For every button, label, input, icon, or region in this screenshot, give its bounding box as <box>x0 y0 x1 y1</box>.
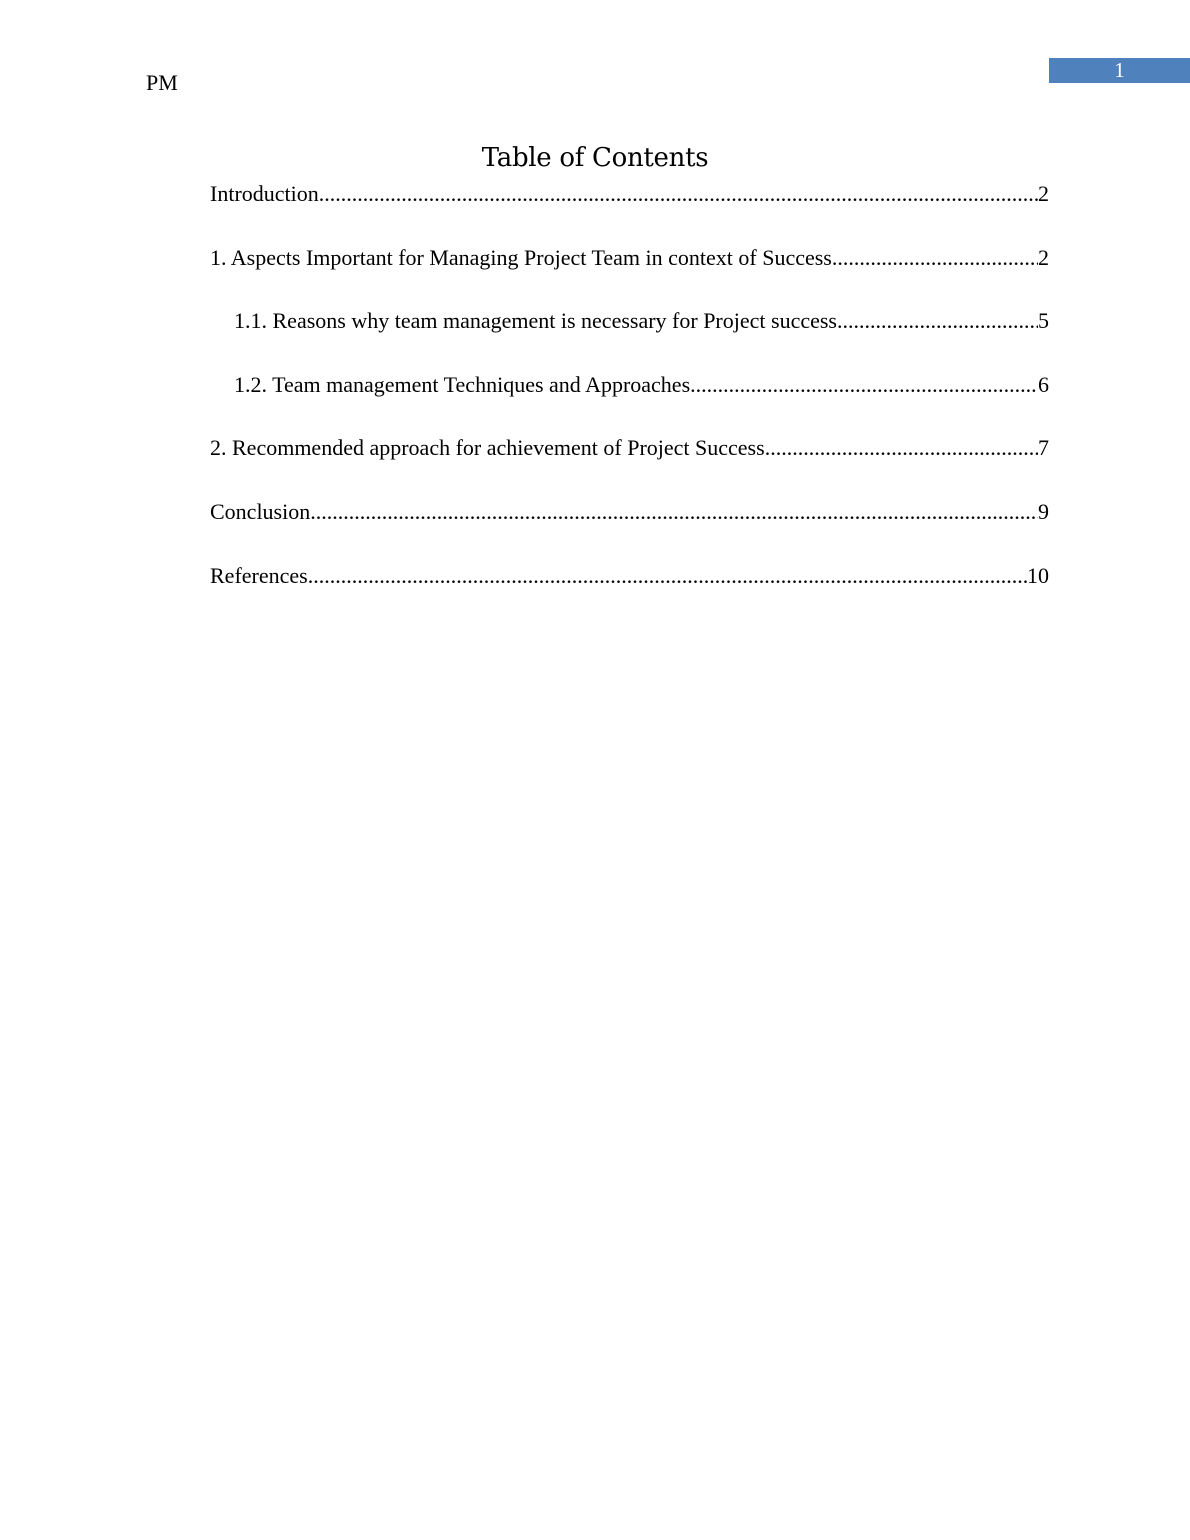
toc-entry-techniques[interactable] <box>210 369 1049 400</box>
toc-entry-page: 2 <box>1038 244 1049 270</box>
toc-entry-label: References <box>210 562 308 588</box>
toc-entry-label: Introduction <box>210 181 319 206</box>
toc-entry-label: 2. Recommended approach for achievement of Project Success <box>210 435 765 461</box>
dot-leader <box>690 369 1038 400</box>
toc-entry-page: 2 <box>1038 181 1049 206</box>
toc-entry-label: 1.1. Reasons why team management is necessary for Project success <box>234 308 837 334</box>
dot-leader <box>310 496 1038 527</box>
toc-entry-reasons[interactable] <box>210 305 1049 336</box>
table-of-contents <box>210 178 1049 623</box>
dot-leader <box>832 242 1038 273</box>
dot-leader <box>837 305 1038 336</box>
toc-entry-recommended-approach[interactable] <box>210 432 1049 463</box>
toc-entry-aspects[interactable] <box>210 242 1049 273</box>
toc-title: Table of Contents <box>481 143 709 173</box>
toc-entry-references[interactable] <box>210 560 1049 591</box>
toc-entry-label: 1.2. Team management Techniques and Approaches <box>234 371 691 397</box>
dot-leader <box>308 560 1027 591</box>
toc-entry-conclusion[interactable] <box>210 496 1049 527</box>
toc-entry-page: 6 <box>1038 371 1049 397</box>
toc-entry-page: 5 <box>1038 308 1049 334</box>
toc-entry-label: Conclusion <box>210 498 311 524</box>
toc-entry-page: 9 <box>1038 498 1049 524</box>
toc-entry-introduction[interactable] <box>210 178 1049 209</box>
toc-entry-page: 10 <box>1027 562 1049 588</box>
running-header: PM <box>146 70 178 95</box>
page-number-badge: 1 <box>1049 58 1190 83</box>
toc-entry-page: 7 <box>1038 435 1049 461</box>
dot-leader <box>319 178 1038 209</box>
toc-entry-label: 1. Aspects Important for Managing Project Team in context of Success <box>210 244 832 270</box>
dot-leader <box>765 432 1038 463</box>
